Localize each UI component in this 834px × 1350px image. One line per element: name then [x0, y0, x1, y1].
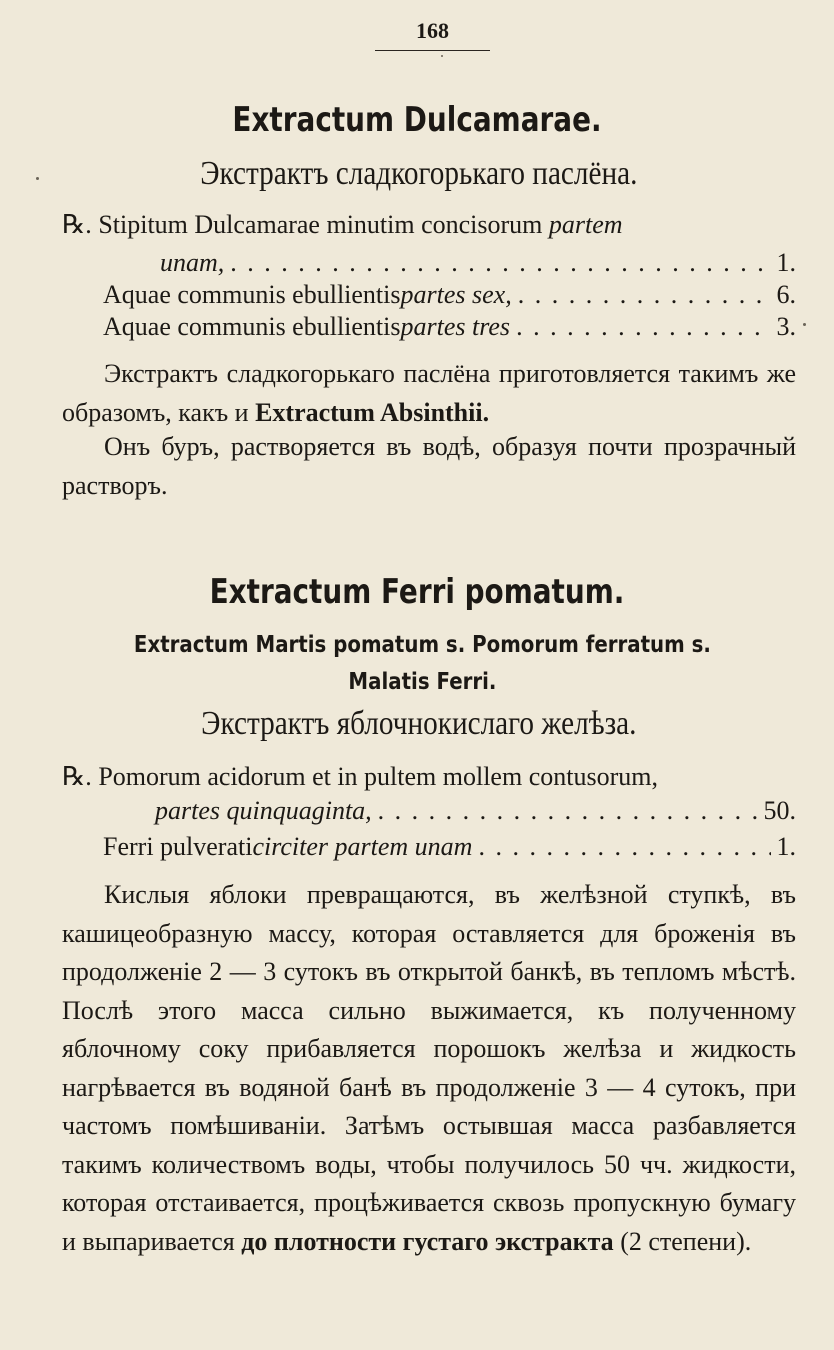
recipe-line — [103, 280, 796, 310]
recipe-amount: 50. — [763, 796, 796, 825]
rx-symbol: ℞. — [62, 762, 92, 791]
recipe-amount: 6. — [776, 280, 796, 309]
scan-speck — [803, 323, 806, 326]
leader-dots — [478, 832, 770, 862]
recipe-ingredient: Pomorum acidorum et in pultem mollem contusorum, — [98, 762, 658, 791]
recipe-line — [160, 248, 796, 278]
scan-speck — [441, 55, 443, 57]
recipe-quantity: partes sex, — [400, 280, 512, 309]
scan-speck — [36, 177, 39, 180]
bold-reference: до плотности густаго экстракта — [241, 1226, 614, 1256]
leader-dots — [230, 248, 770, 278]
recipe-ingredient: Aquae communis ebullientis — [103, 280, 401, 309]
recipe-quantity: unam, — [160, 248, 225, 277]
recipe-amount: 3. — [776, 312, 796, 341]
section-title-russian: Экстрактъ сладкогорькаго паслёна. — [200, 155, 638, 192]
paragraph: Кислыя яблоки превращаются, въ желѣзной ступкѣ, въ кашицеобразную массу, которая оставляется для броженія въ продолженіе 2 — 3 сутокъ въ открытой банкѣ, въ тепломъ мѣстѣ. Послѣ этого масса сильно выжимается, къ полученному яблочному соку прибавляется порошокъ желѣза и жидкость нагрѣвается въ водяной банѣ въ продолженіе 3 — 4 сутокъ, при частомъ помѣшиваніи. Затѣмъ остывшая масса разбавляется такимъ количествомъ воды, чтобы получилось 50 чч. жидкости, которая отстаивается, процѣживается сквозь пропускную бумагу и выпаривается до плотности густаго экстракта (2 степени). — [62, 880, 796, 1256]
section-title-latin: Extractum Dulcamarae. — [232, 100, 602, 140]
recipe-ingredient: Ferri pulverati — [103, 832, 253, 861]
leader-dots — [378, 796, 758, 826]
rx-symbol: ℞. — [62, 210, 92, 239]
recipe-line — [155, 796, 796, 826]
recipe-quantity: partes quinquaginta, — [155, 796, 372, 825]
section-title-russian: Экстрактъ яблочнокислаго желѣза. — [201, 705, 637, 742]
recipe-ingredient: Stipitum Dulcamarae minutim concisorum — [98, 210, 549, 239]
recipe-quantity: partes tres — [400, 312, 511, 341]
recipe-line — [62, 762, 658, 792]
recipe-quantity: partem — [548, 210, 623, 239]
bold-reference: Extractum Absinthii. — [255, 397, 490, 427]
recipe-amount: 1. — [776, 832, 796, 861]
paragraph: Экстрактъ сладкогорькаго паслёна приготовляется такимъ же образомъ, какъ и Extractum Absinthii. — [62, 359, 796, 427]
recipe-amount: 1. — [776, 248, 796, 277]
section-synonyms: Extractum Martis pomatum s. Pomorum ferratum s. Malatis Ferri. — [133, 632, 711, 695]
recipe-line — [103, 312, 796, 342]
leader-dots — [516, 312, 770, 342]
recipe-quantity: circiter partem unam — [252, 832, 473, 861]
recipe-line — [62, 210, 623, 240]
recipe-line — [103, 832, 796, 862]
paragraph: Онъ буръ, растворяется въ водѣ, образуя почти прозрачный растворъ. — [62, 432, 796, 500]
section-title-latin: Extractum Ferri pomatum. — [209, 572, 625, 612]
page-number: 168 — [375, 18, 490, 51]
recipe-ingredient: Aquae communis ebullientis — [103, 312, 401, 341]
leader-dots — [518, 280, 771, 310]
